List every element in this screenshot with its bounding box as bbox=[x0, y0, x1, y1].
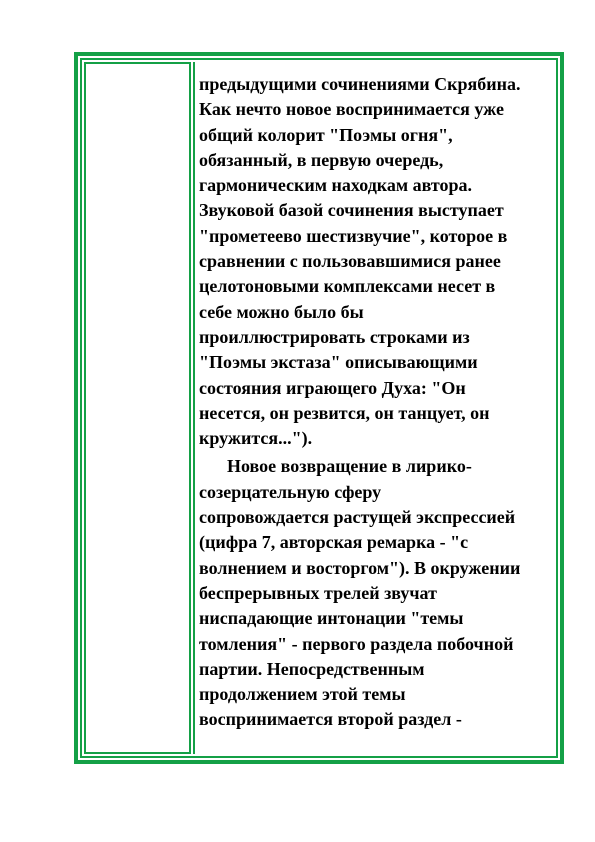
text-line: общий колорит "Поэмы огня", bbox=[199, 124, 453, 145]
text-line: сопровождается растущей экспрессией bbox=[199, 507, 516, 528]
text-line: ниспадающие интонации "темы bbox=[199, 608, 464, 629]
text-line: предыдущими сочинениями Скрябина. bbox=[199, 74, 521, 94]
paragraph-1 bbox=[199, 72, 555, 451]
text-line: беспрерывных трелей звучат bbox=[199, 582, 437, 603]
text-line-first-indented: Новое возвращение в лирико- bbox=[227, 456, 472, 477]
text-line: волнением и восторгом"). В окружении bbox=[199, 557, 521, 578]
text-line: себе можно было бы bbox=[199, 301, 364, 322]
table-text-cell bbox=[199, 72, 555, 752]
text-line: обязанный, в первую очередь, bbox=[199, 149, 444, 170]
text-line: сравнении с пользовавшимися ранее bbox=[199, 251, 501, 272]
text-line: "прометеево шестизвучие", которое в bbox=[199, 225, 508, 246]
text-line: несется, он резвится, он танцует, он bbox=[199, 402, 490, 423]
text-line: продолжением этой темы bbox=[199, 684, 406, 705]
text-line: (цифра 7, авторская ремарка - "с bbox=[199, 532, 469, 553]
text-line: состояния играющего Духа: "Он bbox=[199, 377, 466, 398]
text-line: томления" - первого раздела побочной bbox=[199, 633, 514, 654]
text-line: Как нечто новое воспринимается уже bbox=[199, 99, 504, 120]
text-line: целотоновыми комплексами несет в bbox=[199, 276, 496, 297]
table-left-cell bbox=[84, 62, 191, 754]
text-line: проиллюстрировать строками из bbox=[199, 326, 470, 347]
text-line: гармоническим находкам автора. bbox=[199, 175, 473, 196]
table-cell-divider bbox=[193, 62, 195, 754]
text-line: кружится..."). bbox=[199, 428, 313, 449]
text-line: Звуковой базой сочинения выступает bbox=[199, 200, 504, 221]
text-line: созерцательную сферу bbox=[199, 481, 382, 502]
paragraph-2 bbox=[199, 454, 555, 732]
text-line: "Поэмы экстаза" описывающими bbox=[199, 352, 478, 373]
text-line: партии. Непосредственным bbox=[199, 658, 425, 679]
text-line: воспринимается второй раздел - bbox=[199, 709, 462, 730]
